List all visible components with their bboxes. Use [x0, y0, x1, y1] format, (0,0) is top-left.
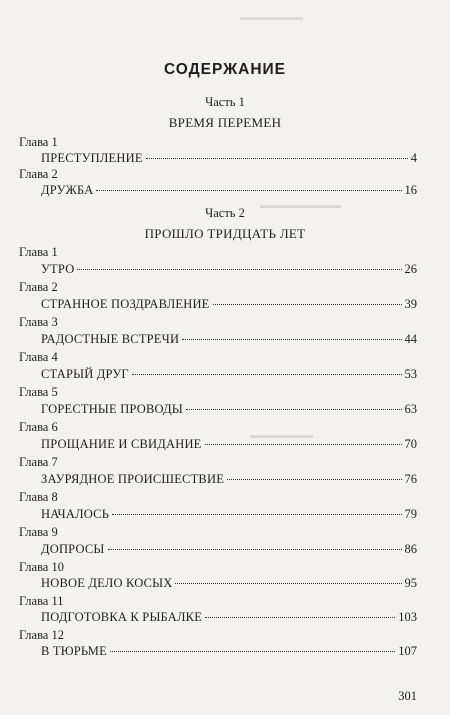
page-reference: 39 — [404, 297, 417, 311]
toc-entry[interactable] — [41, 367, 417, 382]
part-title: ПРОШЛО ТРИДЦАТЬ ЛЕТ — [144, 226, 306, 241]
toc-entry[interactable] — [41, 151, 417, 166]
chapter-label: Глава 3 — [19, 315, 58, 329]
chapter-title: РАДОСТНЫЕ ВСТРЕЧИ — [41, 332, 180, 346]
page-reference: 26 — [404, 262, 417, 276]
dot-leader — [96, 190, 401, 191]
chapter-title: ДОПРОСЫ — [41, 542, 105, 556]
chapter-title: ПРЕСТУПЛЕНИЕ — [41, 151, 143, 165]
dot-leader — [112, 514, 401, 515]
page-reference: 63 — [404, 402, 417, 416]
chapter-label: Глава 4 — [19, 350, 58, 364]
dot-leader — [205, 444, 402, 445]
chapter-label: Глава 1 — [19, 245, 58, 259]
chapter-title: НАЧАЛОСЬ — [41, 507, 110, 521]
page-reference: 44 — [404, 332, 417, 346]
chapter-label: Глава 1 — [19, 135, 58, 149]
page-reference: 79 — [404, 507, 417, 521]
bleed-through-text: ▬▬▬▬▬▬▬ — [250, 430, 313, 440]
part-label: Часть 2 — [205, 206, 245, 220]
toc-entry[interactable] — [41, 472, 417, 487]
chapter-label: Глава 9 — [19, 525, 58, 539]
page-reference: 76 — [404, 472, 417, 486]
chapter-title: ПРОЩАНИЕ И СВИДАНИЕ — [41, 437, 202, 451]
toc-entry[interactable] — [41, 610, 417, 625]
chapter-label: Глава 2 — [19, 280, 58, 294]
page-reference: 95 — [404, 576, 417, 590]
chapter-title: СТРАННОЕ ПОЗДРАВЛЕНИЕ — [41, 297, 210, 311]
page-reference: 53 — [404, 367, 417, 381]
chapter-title: ГОРЕСТНЫЕ ПРОВОДЫ — [41, 402, 183, 416]
dot-leader — [213, 304, 402, 305]
chapter-label: Глава 11 — [19, 594, 64, 608]
page-reference: 70 — [404, 437, 417, 451]
dot-leader — [175, 583, 401, 584]
dot-leader — [77, 269, 401, 270]
chapter-title: ПОДГОТОВКА К РЫБАЛКЕ — [41, 610, 203, 624]
dot-leader — [108, 549, 402, 550]
toc-entry[interactable] — [41, 297, 417, 312]
chapter-label: Глава 12 — [19, 628, 64, 642]
toc-entry[interactable] — [41, 332, 417, 347]
page-reference: 103 — [398, 610, 417, 624]
toc-entry[interactable] — [41, 402, 417, 417]
page-reference: 86 — [404, 542, 417, 556]
chapter-title: В ТЮРЬМЕ — [41, 644, 107, 658]
bleed-through-text: ▬▬▬▬▬▬▬▬▬ — [260, 200, 341, 210]
dot-leader — [110, 651, 395, 652]
chapter-label: Глава 6 — [19, 420, 58, 434]
chapter-title: ЗАУРЯДНОЕ ПРОИСШЕСТВИЕ — [41, 472, 225, 486]
chapter-title: НОВОЕ ДЕЛО КОСЫХ — [41, 576, 173, 590]
contents-title: СОДЕРЖАНИЕ — [163, 61, 287, 78]
page-reference: 4 — [410, 151, 417, 165]
toc-entry[interactable] — [41, 507, 417, 522]
chapter-title: УТРО — [41, 262, 75, 276]
page-reference: 16 — [404, 183, 417, 197]
chapter-label: Глава 2 — [19, 167, 58, 181]
dot-leader — [227, 479, 401, 480]
bleed-through-text: ▬▬▬▬▬▬▬ — [240, 12, 303, 22]
toc-entry[interactable] — [41, 542, 417, 557]
chapter-label: Глава 7 — [19, 455, 58, 469]
toc-entry[interactable] — [41, 183, 417, 198]
part-title: ВРЕМЯ ПЕРЕМЕН — [168, 115, 282, 130]
part-label: Часть 1 — [205, 95, 245, 109]
toc-entry[interactable] — [41, 644, 417, 659]
page-reference: 107 — [398, 644, 417, 658]
toc-entry[interactable] — [41, 437, 417, 452]
page-number: 301 — [398, 689, 417, 703]
dot-leader — [186, 409, 402, 410]
toc-entry[interactable] — [41, 262, 417, 277]
dot-leader — [205, 617, 395, 618]
dot-leader — [182, 339, 401, 340]
chapter-title: ДРУЖБА — [41, 183, 94, 197]
toc-entry[interactable] — [41, 576, 417, 591]
chapter-title: СТАРЫЙ ДРУГ — [41, 367, 129, 381]
chapter-label: Глава 8 — [19, 490, 58, 504]
chapter-label: Глава 5 — [19, 385, 58, 399]
dot-leader — [132, 374, 402, 375]
chapter-label: Глава 10 — [19, 560, 64, 574]
dot-leader — [146, 158, 408, 159]
